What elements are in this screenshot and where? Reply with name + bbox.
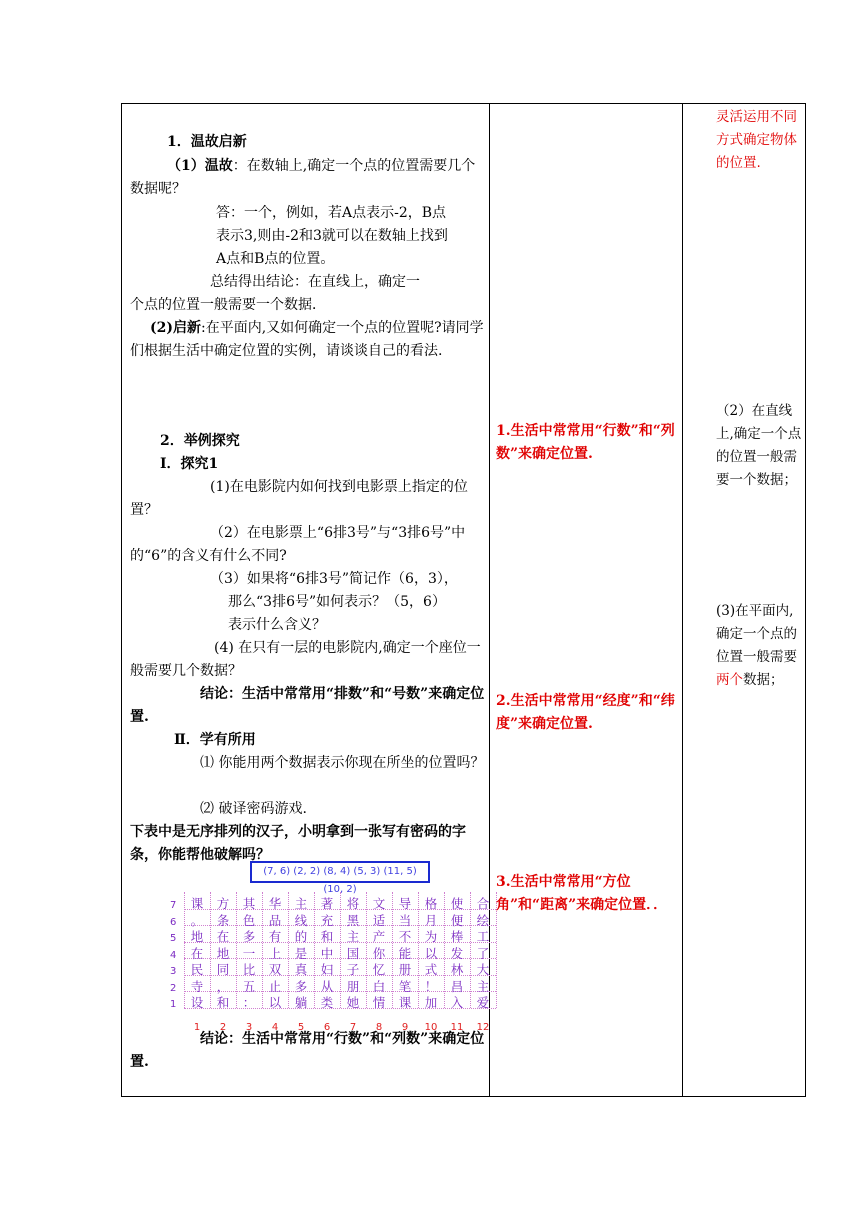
grid-cell: 入 xyxy=(450,995,464,1010)
grid-cell: 当 xyxy=(398,912,412,928)
question: (1)在电影院内如何找到电影票上指定的位置？ xyxy=(130,479,468,518)
grid-cell: 情 xyxy=(372,995,386,1010)
grid-cell: 止 xyxy=(268,978,282,994)
grid-cell: 产 xyxy=(372,929,386,944)
grid-cell: 品 xyxy=(268,912,282,928)
grid-cell: 便 xyxy=(450,912,464,928)
grid-column-number: 8 xyxy=(375,1022,383,1033)
grid-cell: 绘 xyxy=(476,912,490,928)
grid-row-number: 1 xyxy=(170,999,177,1010)
grid-cell: 使 xyxy=(450,896,464,911)
cipher-intro: 下表中是无序排列的汉子，小明拿到一张写有密码的字条，你能帮他破解吗？ xyxy=(130,824,466,863)
question: 表示什么含义？ xyxy=(228,617,326,633)
grid-line xyxy=(392,892,393,1008)
grid-cell: 式 xyxy=(424,962,438,977)
grid-column-number: 5 xyxy=(297,1022,305,1033)
grid-line xyxy=(210,892,211,1008)
grid-column-number: 10 xyxy=(424,1022,438,1033)
grid-cell: 一 xyxy=(242,945,256,961)
grid-cell: 爱 xyxy=(476,995,490,1010)
grid-cell: 合 xyxy=(476,896,490,911)
section-title: 2．举例探究 xyxy=(160,433,240,449)
grid-column-number: 2 xyxy=(219,1022,227,1033)
grid-cell: 设 xyxy=(190,995,204,1010)
grid-cell: 的 xyxy=(294,929,308,944)
note-item: (3)在平面内,确定一个点的位置一般需要两个数据； xyxy=(716,603,797,688)
grid-cell: 国 xyxy=(346,945,360,961)
lesson-table xyxy=(121,103,806,1097)
section-title: 1．温故启新 xyxy=(167,134,247,150)
grid-column-number: 11 xyxy=(450,1022,464,1033)
part-title: Ⅰ．探究1 xyxy=(160,456,219,472)
column-divider xyxy=(682,104,683,1096)
grid-cell: 其 xyxy=(242,896,256,911)
grid-cell: 方 xyxy=(216,896,230,911)
grid-cell: 同 xyxy=(216,962,230,977)
grid-cell: 充 xyxy=(320,912,334,928)
grid-cell: 大 xyxy=(476,962,490,977)
grid-column-number: 9 xyxy=(401,1022,409,1033)
grid-row-number: 7 xyxy=(170,900,177,911)
grid-column-number: 6 xyxy=(323,1022,331,1033)
grid-cell: 主 xyxy=(294,896,308,911)
grid-line xyxy=(340,892,341,1008)
grid-cell: 色 xyxy=(242,912,256,928)
cipher-grid xyxy=(170,892,496,1033)
grid-cell: 课 xyxy=(398,995,412,1010)
grid-cell: 笔 xyxy=(398,978,412,994)
summary-line: 总结得出结论：在直线上，确定一 xyxy=(210,274,420,290)
grid-cell: 地 xyxy=(216,945,230,961)
grid-column-number: 12 xyxy=(476,1022,490,1033)
grid-cell: 了 xyxy=(476,945,490,961)
grid-cell: 格 xyxy=(424,896,438,911)
grid-column-number: 3 xyxy=(245,1022,253,1033)
review-paragraph: （1）温故：在数轴上,确定一个点的位置需要几个数据呢？ xyxy=(130,158,476,197)
grid-cell: 是 xyxy=(294,945,308,961)
question: （2）在电影票上“6排3号”与“3排6号”中的“6”的含义有什么不同? xyxy=(130,525,466,564)
grid-cell: 册 xyxy=(398,962,412,977)
conclusion: 结论：生活中常常用“排数”和“号数”来确定位置. xyxy=(130,686,485,725)
grid-cell: 双 xyxy=(268,962,282,977)
grid-cell: 林 xyxy=(450,962,464,977)
grid-cell: 五 xyxy=(242,978,256,994)
grid-cell: ： xyxy=(242,995,256,1010)
grid-cell: ， xyxy=(216,978,230,994)
grid-cell: 寺 xyxy=(190,978,204,994)
answer-line: 答：一个，例如，若A点表示-2，B点 xyxy=(216,205,447,221)
grid-cell: 妇 xyxy=(320,962,334,977)
answer-line: A点和B点的位置。 xyxy=(216,251,335,267)
grid-column-number: 1 xyxy=(193,1022,201,1033)
notes-column xyxy=(716,104,804,1096)
grid-line xyxy=(366,892,367,1008)
summary-column xyxy=(496,104,680,1096)
grid-cell: 能 xyxy=(398,945,412,961)
grid-cell: 地 xyxy=(190,929,204,944)
new-topic-paragraph: (2)启新:在平面内,又如何确定一个点的位置呢?请同学们根据生活中确定位置的实例，请谈谈自己的看法. xyxy=(130,320,484,359)
question: 那么“3排6号”如何表示？（5，6） xyxy=(228,594,446,610)
grid-row-number: 5 xyxy=(170,933,177,944)
grid-cell: 加 xyxy=(424,995,438,1010)
grid-cell: 民 xyxy=(190,962,204,977)
grid-cell: ！ xyxy=(424,978,438,994)
grid-cell: 棒 xyxy=(450,929,464,944)
grid-cell: 文 xyxy=(372,896,386,911)
grid-cell: 华 xyxy=(268,896,282,911)
grid-cell: 上 xyxy=(268,945,282,961)
grid-cell: 多 xyxy=(242,929,256,944)
grid-column-number: 4 xyxy=(271,1022,279,1033)
grid-cell: 和 xyxy=(320,929,334,944)
grid-cell: 导 xyxy=(398,896,412,911)
grid-cell: 将 xyxy=(346,896,360,911)
grid-cell: 和 xyxy=(216,995,230,1010)
grid-cell: 多 xyxy=(294,978,308,994)
grid-row-number: 6 xyxy=(170,916,177,928)
grid-line xyxy=(314,892,315,1008)
grid-column-number: 7 xyxy=(349,1022,357,1033)
grid-cell: 为 xyxy=(424,929,438,944)
cipher-code: (7, 6) (2, 2) (8, 4) (5, 3) (11, 5) (10, 2) xyxy=(250,861,430,883)
grid-cell: 不 xyxy=(398,929,412,944)
grid-cell: 中 xyxy=(320,945,334,961)
grid-row-number: 3 xyxy=(170,966,177,977)
grid-cell: 朋 xyxy=(346,978,360,994)
grid-cell: 类 xyxy=(320,995,334,1010)
grid-cell: 线 xyxy=(294,912,308,928)
grid-cell: 子 xyxy=(346,962,360,977)
grid-cell: 著 xyxy=(320,896,334,911)
grid-cell: 工 xyxy=(476,929,490,944)
grid-cell: 真 xyxy=(294,962,308,977)
grid-cell: 月 xyxy=(424,912,438,928)
grid-cell: 适 xyxy=(372,912,386,928)
grid-cell: 条 xyxy=(216,912,230,928)
grid-line xyxy=(470,892,471,1008)
grid-cell: 昌 xyxy=(450,978,464,994)
grid-row-number: 2 xyxy=(170,982,177,994)
summary-item: 2.生活中常常用“经度”和“纬度”来确定位置. xyxy=(496,693,675,732)
grid-cell: 躺 xyxy=(294,995,308,1010)
answer-line: 表示3,则由-2和3就可以在数轴上找到 xyxy=(216,228,448,244)
grid-cell: 。 xyxy=(190,912,204,928)
conclusion: 结论：生活中常常用“行数”和“列数”来确定位置. xyxy=(130,1031,485,1070)
note-item: （2）在直线上,确定一个点的位置一般需要一个数据； xyxy=(716,403,802,488)
grid-line xyxy=(262,892,263,1008)
grid-cell: 白 xyxy=(372,978,386,994)
grid-cell: 在 xyxy=(216,929,230,944)
grid-line xyxy=(236,892,237,1008)
grid-line xyxy=(418,892,419,1008)
grid-cell: 有 xyxy=(268,929,282,944)
part-title: Ⅱ．学有所用 xyxy=(174,732,256,748)
grid-cell: 主 xyxy=(346,929,360,944)
grid-cell: 在 xyxy=(190,945,204,961)
grid-line xyxy=(184,892,185,1008)
summary-line: 个点的位置一般需要一个数据． xyxy=(130,297,326,313)
question: ⑴ 你能用两个数据表示你现在所坐的位置吗？ xyxy=(200,755,485,771)
question: ⑵ 破译密码游戏. xyxy=(200,801,307,817)
grid-cell: 黑 xyxy=(346,912,360,928)
grid-cell: 主 xyxy=(476,978,490,994)
summary-item: 3.生活中常常用“方位角”和“距离”来确定位置．． xyxy=(496,874,668,913)
grid-cell: 从 xyxy=(320,978,334,994)
grid-row-number: 4 xyxy=(170,949,177,961)
grid-cell: 以 xyxy=(268,995,282,1010)
summary-item: 1.生活中常常用“行数”和“列数”来确定位置. xyxy=(496,423,675,462)
grid-cell: 你 xyxy=(372,945,386,961)
goal-note: 灵活运用不同方式确定物体的位置. xyxy=(716,109,797,171)
grid-cell: 比 xyxy=(242,962,256,977)
grid-cell: 课 xyxy=(190,896,204,911)
grid-cell: 她 xyxy=(346,995,360,1010)
question: （3）如果将“6排3号”简记作（6，3）， xyxy=(210,571,458,587)
grid-cell: 忆 xyxy=(372,962,386,977)
question: (4) 在只有一层的电影院内,确定一个座位一般需要几个数据？ xyxy=(130,640,481,679)
grid-line xyxy=(444,892,445,1008)
grid-cell: 以 xyxy=(424,945,438,961)
grid-cell: 发 xyxy=(450,945,464,961)
grid-line xyxy=(288,892,289,1008)
